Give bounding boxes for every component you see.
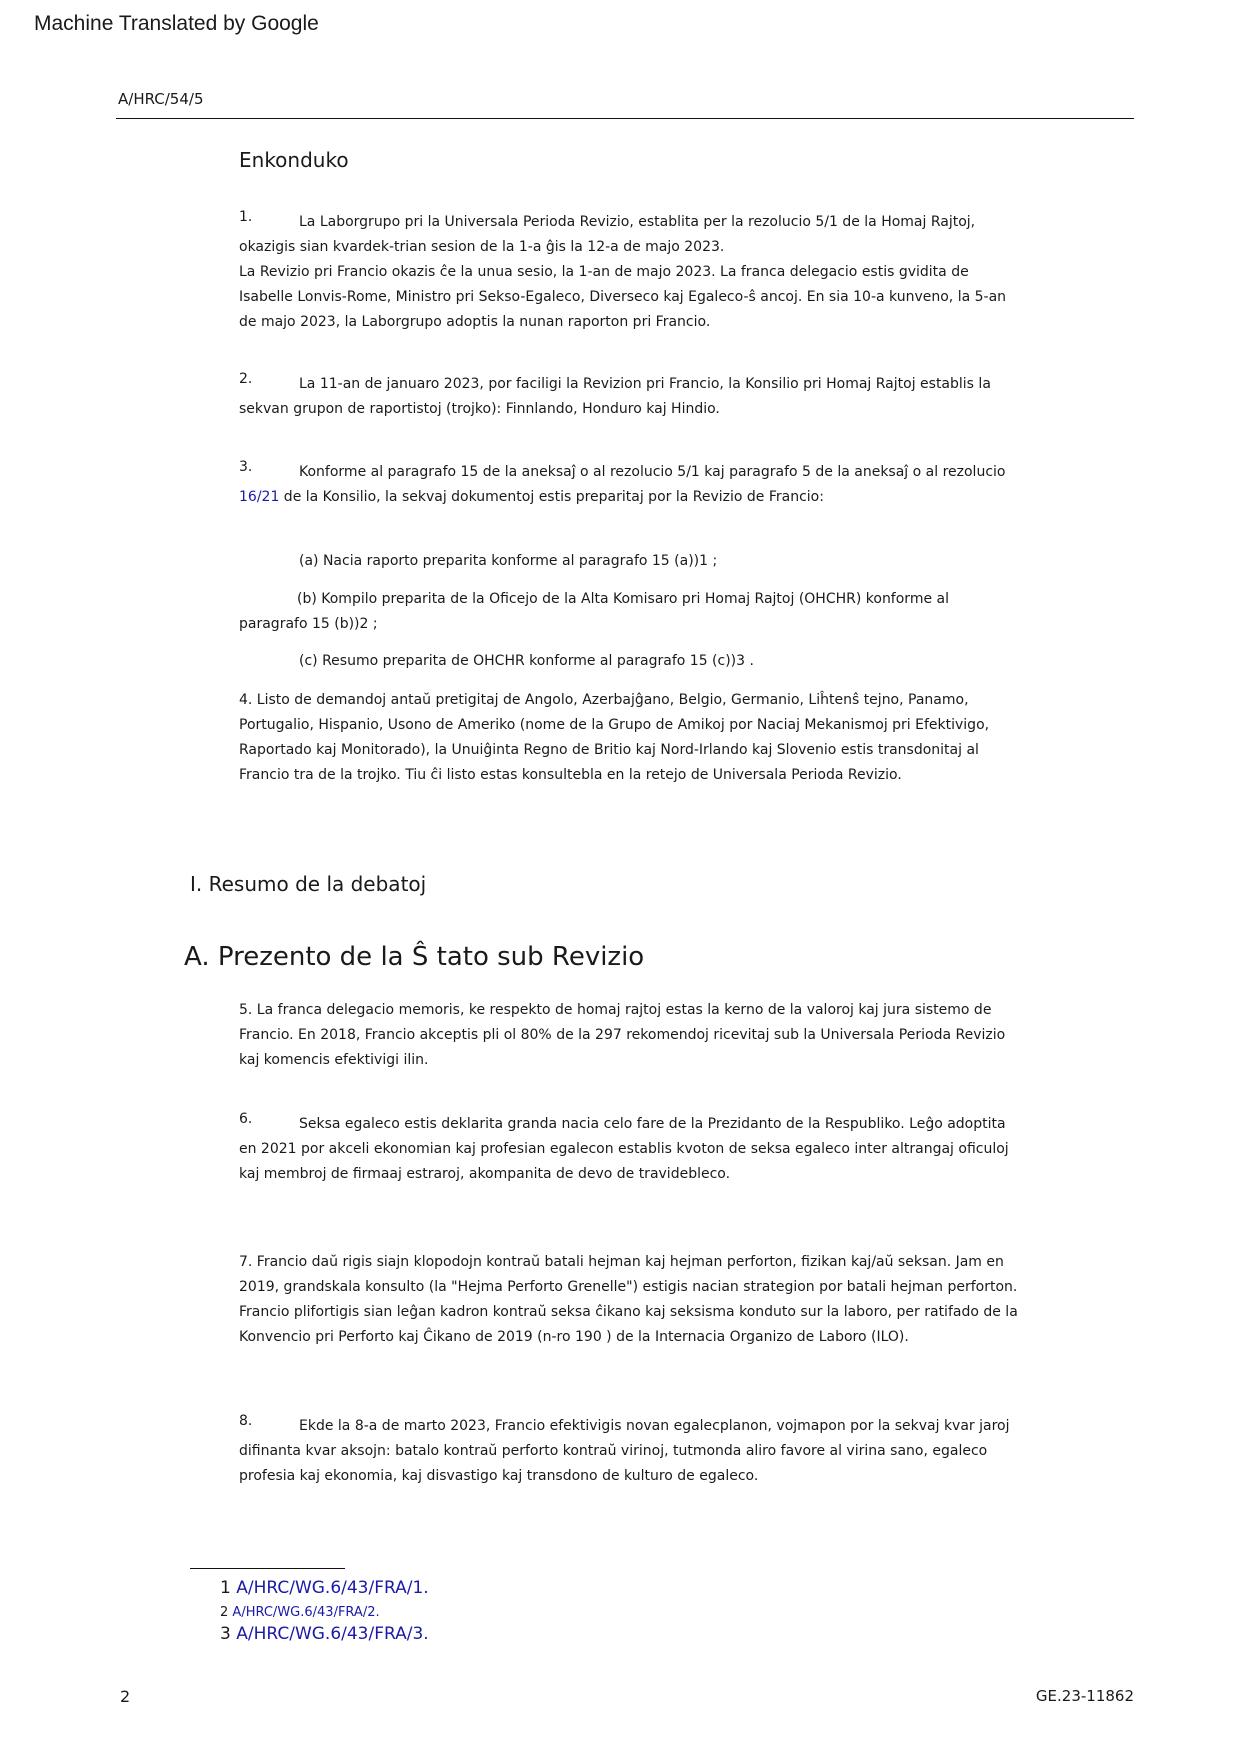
section-heading-a: A. Prezento de la Ŝ tato sub Revizio xyxy=(184,942,645,972)
paragraph-4: 4. Listo de demandoj antaŭ pretigitaj de Angolo, Azerbajĝano, Belgio, Germanio, Liĥtenŝ tejno, Panamo, Portugalio, Hispanio, Usono de Ameriko (nome de la Grupo de Amikoj por Naciaj Mekanismoj pri Efektivigo, Raportado kaj Monitorado), la Unuiĝinta Regno de Britio kaj Nord-Irlando kaj Slovenio estis transdonitaj al Francio tra de la trojko. Tiu ĉi listo estas konsultebla en la retejo de Universala Perioda Revizio. xyxy=(239,692,990,783)
document-code: GE.23-11862 xyxy=(1035,1687,1134,1705)
paragraph-text: Konforme al paragrafo 15 de la aneksaĵ o al rezolucio 5/1 kaj paragrafo 5 de la aneksaĵ o al rezolucio xyxy=(299,464,1006,480)
paragraph-number: 3. xyxy=(239,459,253,475)
header-rule xyxy=(116,118,1134,119)
paragraph-2 xyxy=(239,372,1019,422)
footnote-2 xyxy=(220,1605,380,1620)
paragraph-text: La Revizio pri Francio okazis ĉe la unua sesio, la 1-an de majo 2023. La franca delegacio estis gvidita de Isabelle Lonvis-Rome, Ministro pri Sekso-Egaleco, Diverseco kaj Egaleco-ŝ ancoj. En sia 10-a kunveno, la 5-an de majo 2023, la Laborgrupo adoptis la nunan raporton pri Francio. xyxy=(239,264,1007,330)
paragraph-1 xyxy=(239,210,1019,335)
subparagraph-c: (c) Resumo preparita de OHCHR konforme al paragrafo 15 (c))3 . xyxy=(299,653,754,669)
paragraph-number: 6. xyxy=(239,1111,253,1127)
paragraph-number: 1. xyxy=(239,209,253,225)
footnote-link[interactable]: A/HRC/WG.6/43/FRA/3. xyxy=(236,1624,429,1644)
footnote-3 xyxy=(220,1624,429,1644)
paragraph-text: La 11-an de januaro 2023, por faciligi la Revizion pri Francio, la Konsilio pri Homaj Rajtoj establis la sekvan grupon de raportistoj (trojko): Finnlando, Honduro kaj Hindio. xyxy=(239,376,991,417)
footnote-number: 3 xyxy=(220,1624,231,1644)
subparagraph-a: (a) Nacia raporto preparita konforme al paragrafo 15 (a))1 ; xyxy=(299,553,718,569)
section-heading-1: I. Resumo de la debatoj xyxy=(190,872,427,896)
paragraph-7: 7. Francio daŭ rigis siajn klopodojn kontraŭ batali hejman kaj hejman perforton, fizikan kaj/aŭ seksan. Jam en 2019, grandskala konsulto (la "Hejma Perforto Grenelle") estigis nacian strategion por batali hejman perforton. Francio plifortigis sian leĝan kadron kontraŭ seksa ĉikano kaj seksisma konduto sur la laboro, per ratifado de la Konvencio pri Perforto kaj Ĉikano de 2019 (n-ro 190 ) de la Internacia Organizo de Laboro (ILO). xyxy=(239,1254,1018,1345)
paragraph-text: Seksa egaleco estis deklarita granda nacia celo fare de la Prezidanto de la Respubliko. Leĝo adoptita en 2021 por akceli ekonomian kaj profesian egalecon establis kvoton de seksa egaleco inter altrangaj oficuloj kaj membroj de firmaaj estraroj, akompanita de devo de travidebleco. xyxy=(239,1116,1009,1182)
footnote-number: 2 xyxy=(220,1605,229,1620)
footnote-1 xyxy=(220,1578,429,1598)
subparagraph-b: (b) Kompilo preparita de la Oficejo de la Alta Komisaro pri Homaj Rajtoj (OHCHR) konforme al paragrafo 15 (b))2 ; xyxy=(239,591,949,632)
paragraph-8 xyxy=(239,1414,1019,1489)
paragraph-text: de la Konsilio, la sekvaj dokumentoj estis preparitaj por la Revizio de Francio: xyxy=(279,489,824,505)
intro-heading: Enkonduko xyxy=(239,148,349,172)
resolution-link[interactable]: 16/21 xyxy=(239,489,280,505)
paragraph-number: 2. xyxy=(239,371,253,387)
paragraph-text: La Laborgrupo pri la Universala Perioda Revizio, establita per la rezolucio 5/1 de la Homaj Rajtoj, okazigis sian kvardek-trian sesion de la 1-a ĝis la 12-a de majo 2023. xyxy=(239,214,976,255)
footnote-link[interactable]: A/HRC/WG.6/43/FRA/2. xyxy=(232,1605,380,1620)
paragraph-3 xyxy=(239,460,1019,510)
document-symbol: A/HRC/54/5 xyxy=(118,90,204,108)
machine-translation-banner: Machine Translated by Google xyxy=(34,12,319,35)
footnote-number: 1 xyxy=(220,1578,231,1598)
paragraph-5: 5. La franca delegacio memoris, ke respekto de homaj rajtoj estas la kerno de la valoroj kaj jura sistemo de Francio. En 2018, Francio akceptis pli ol 80% de la 297 rekomendoj ricevitaj sub la Universala Perioda Revizio kaj komencis efektivigi ilin. xyxy=(239,1002,1006,1068)
paragraph-number: 8. xyxy=(239,1413,253,1429)
paragraph-text: Ekde la 8-a de marto 2023, Francio efektivigis novan egalecplanon, vojmapon por la sekvaj kvar jaroj difinanta kvar aksojn: batalo kontraŭ perforto kontraŭ virinoj, tutmonda aliro favore al virina sano, egaleco profesia kaj ekonomia, kaj disvastigo kaj transdono de kulturo de egaleco. xyxy=(239,1418,1010,1484)
footnote-link[interactable]: A/HRC/WG.6/43/FRA/1. xyxy=(236,1578,429,1598)
page-number: 2 xyxy=(120,1687,131,1706)
footnote-rule xyxy=(190,1568,345,1569)
paragraph-6 xyxy=(239,1112,1019,1187)
